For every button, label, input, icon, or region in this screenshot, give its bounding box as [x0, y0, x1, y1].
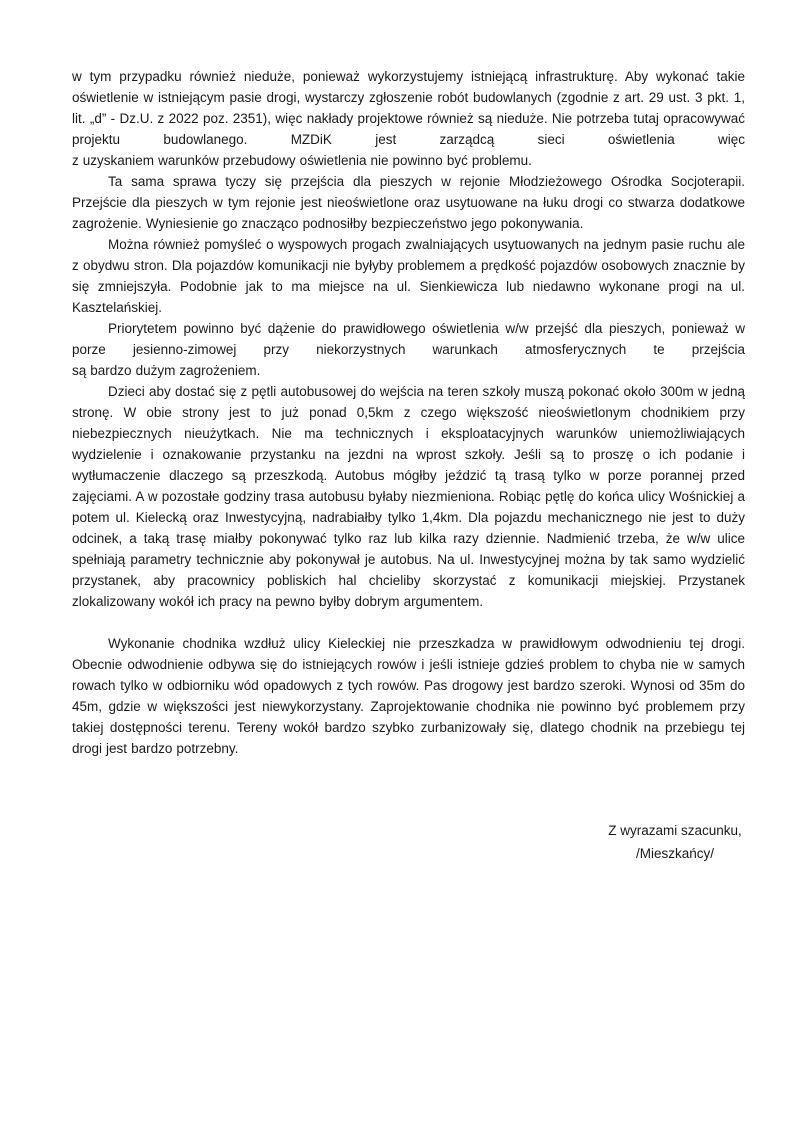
body-paragraph-4-lastline: są bardzo dużym zagrożeniem.: [72, 363, 261, 378]
body-paragraph-1-main: w tym przypadku również nieduże, ponieważ wykorzystujemy istniejącą infrastrukturę. Aby wykonać takie oświetlenie w istniejącym pasie drogi, wystarczy zgłoszenie robót budowlanych (zgodnie z art. 29 ust. 3 pkt. 1, lit. „d” - Dz.U. z 2022 poz. 2351), więc nakłady projektowe również są nieduże. Nie potrzeba tutaj opracowywać projektu budowlanego. MZDiK jest zarządcą sieci oświetlenia więc: [72, 69, 745, 147]
body-paragraph-5: Dzieci aby dostać się z pętli autobusowej do wejścia na teren szkoły muszą pokonać około 300m w jedną stronę. W obie strony jest to już ponad 0,5km z czego większość nieoświetlonym chodnikiem przy niebezpiecznych nieużytkach. Nie ma technicznych i eksploatacyjnych warunków uniemożliwiających wydzielenie i oznakowanie przystanku na jezdni na wprost szkoły. Jeśli są to proszę o ich podanie i wytłumaczenie dlaczego są przeszkodą. Autobus mógłby jeździć tą trasą tylko w porze porannej przed zajęciami. A w pozostałe godziny trasa autobusu byłaby niezmieniona. Robiąc pętlę do końca ulicy Wośnickiej a potem ul. Kielecką oraz Inwestycyjną, nadrabiałby tylko 1,4km. Dla pojazdu mechanicznego nie jest to duży odcinek, a taką trasę miałby pokonywać tylko raz lub kilka razy dziennie. Nadmienić trzeba, że w/w ulice spełniają parametry technicznie aby pokonywał je autobus. Na ul. Inwestycyjnej można by tak samo wydzielić przystanek, aby pracownicy pobliskich hal chcieliby skorzystać z komunikacji miejskiej. Przystanek zlokalizowany wokół ich pracy na pewno byłby dobrym argumentem.: [72, 384, 745, 609]
closing-block: [605, 819, 745, 865]
body-paragraph-6: Wykonanie chodnika wzdłuż ulicy Kieleckiej nie przeszkadza w prawidłowym odwodnieniu tej drogi. Obecnie odwodnienie odbywa się do istniejących rowów i jeśli istnieje gdzieś problem to chyba nie w samych rowach tylko w odbiorniku wód opadowych z tych rowów. Pas drogowy jest bardzo szeroki. Wynosi od 35m do 45m, gdzie w większości jest niewykorzystany. Zaprojektowanie chodnika nie powinno być problemem przy takiej dostępności terenu. Tereny wokół bardzo szybko zurbanizowały się, dlatego chodnik na przebiegu tej drogi jest bardzo potrzebny.: [72, 636, 745, 756]
closing-signature: /Mieszkańcy/: [635, 846, 715, 861]
closing-salutation: Z wyrazami szacunku,: [608, 823, 742, 838]
body-paragraph-2: Ta sama sprawa tyczy się przejścia dla pieszych w rejonie Młodzieżowego Ośrodka Socjoterapii. Przejście dla pieszych w tym rejonie jest nieoświetlone oraz usytuowane na łuku drogi co stwarza dodatkowe zagrożenie. Wyniesienie go znacząco podnosiłby bezpieczeństwo jego pokonywania.: [72, 174, 745, 231]
body-paragraph-3: Można również pomyśleć o wyspowych progach zwalniających usytuowanych na jednym pasie ruchu ale z obydwu stron. Dla pojazdów komunikacji nie byłyby problemem a prędkość pojazdów osobowych znacznie by się zmniejszyła. Podobnie jak to ma miejsce na ul. Sienkiewicza lub niedawno wykonane progi na ul. Kasztelańskiej.: [72, 237, 745, 315]
body-paragraph-1-lastline: z uzyskaniem warunków przebudowy oświetlenia nie powinno być problemu.: [72, 153, 532, 168]
body-paragraph-4-main: Priorytetem powinno być dążenie do prawidłowego oświetlenia w/w przejść dla pieszych, ponieważ w porze jesienno-zimowej przy niekorzystnych warunkach atmosferycznych te przejścia: [72, 321, 745, 357]
paragraph-spacer: [72, 612, 745, 633]
